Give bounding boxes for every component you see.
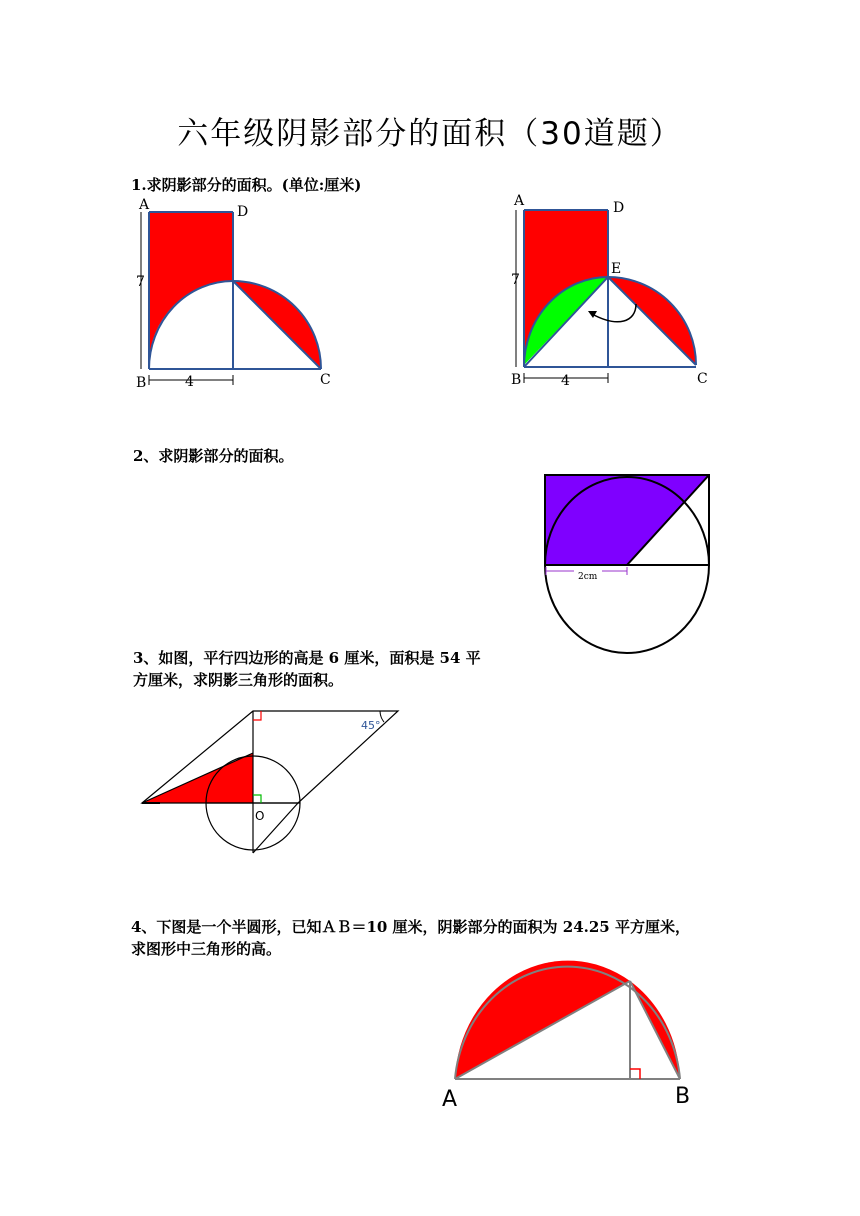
q1-left-width: 4 bbox=[185, 374, 194, 390]
q3-angle-label: 45° bbox=[361, 719, 381, 732]
question-1-text: 1.求阴影部分的面积。(单位:厘米) bbox=[131, 176, 362, 194]
q1-right-height: 7 bbox=[511, 272, 520, 288]
question-3-text-line2: 方厘米，求阴影三角形的面积。 bbox=[133, 671, 344, 689]
question-2-text: 2、求阴影部分的面积。 bbox=[133, 447, 294, 465]
q1-left-label-c: C bbox=[320, 372, 331, 388]
question-4-text-line2: 求图形中三角形的高。 bbox=[131, 940, 282, 958]
question-3-text-line1: 3、如图，平行四边形的高是 6 厘米，面积是 54 平 bbox=[133, 649, 481, 667]
question-4-text-line1: 4、下图是一个半圆形，已知ＡＢ＝10 厘米，阴影部分的面积为 24.25 平方厘米， bbox=[131, 918, 690, 936]
q1-left-label-a: A bbox=[139, 197, 150, 213]
q4-label-b: B bbox=[675, 1084, 691, 1109]
q1-right-label-c: C bbox=[697, 371, 708, 387]
q1-left-label-b: B bbox=[136, 375, 147, 391]
q1-right-label-a: A bbox=[514, 193, 525, 209]
page-title: 六年级阴影部分的面积（30道题） bbox=[177, 116, 683, 152]
q1-right-label-b: B bbox=[511, 372, 522, 388]
q4-label-a: A bbox=[442, 1087, 458, 1112]
q1-right-label-d: D bbox=[613, 200, 625, 216]
q4-shaded-segment-left bbox=[455, 961, 630, 1079]
q2-dimension: 2cm bbox=[578, 572, 598, 582]
q1-left-height: 7 bbox=[136, 274, 145, 290]
q1-right-label-e: E bbox=[611, 261, 622, 277]
q1-right-width: 4 bbox=[561, 373, 570, 389]
q3-center-label: O bbox=[255, 809, 265, 823]
q1-left-label-d: D bbox=[237, 204, 249, 220]
